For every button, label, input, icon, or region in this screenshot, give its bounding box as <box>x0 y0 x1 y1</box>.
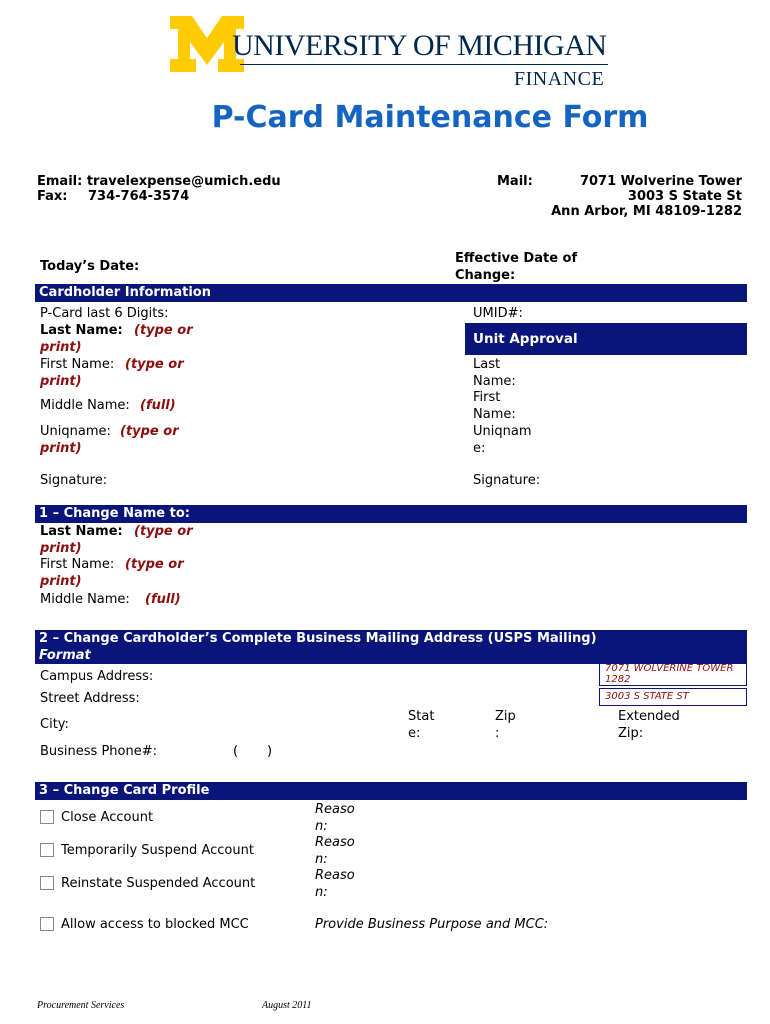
blocked-mcc-checkbox[interactable] <box>40 917 54 931</box>
street-address-example <box>599 688 747 706</box>
cardholder-signature-label: Signature: <box>40 473 108 488</box>
city-label: City: <box>40 717 69 732</box>
logo-rule <box>240 64 608 65</box>
type-or-print-hint: print) <box>40 574 82 589</box>
reinstate-account-label: Reinstate Suspended Account <box>61 876 256 891</box>
extended-zip-label: Zip: <box>618 726 644 741</box>
close-reason-field[interactable] <box>360 803 745 833</box>
effective-date-label-2: Change: <box>455 268 516 283</box>
umid-label: UMID#: <box>473 306 523 321</box>
pcard-digits-field[interactable] <box>210 303 460 321</box>
pcard-digits-label: P-Card last 6 Digits: <box>40 306 169 321</box>
approver-last-name-field[interactable] <box>530 358 745 386</box>
first-name-field[interactable] <box>210 356 460 388</box>
new-first-name-field[interactable] <box>210 556 745 588</box>
contact-email: Email: travelexpense@umich.edu <box>37 174 281 189</box>
logo-subtext: FINANCE <box>514 68 605 90</box>
footer-date: August 2011 <box>262 1000 312 1011</box>
umid-field[interactable] <box>530 303 745 321</box>
approver-signature-field[interactable] <box>550 468 745 490</box>
close-account-checkbox[interactable] <box>40 810 54 824</box>
campus-address-field[interactable] <box>170 665 595 685</box>
street-address-label: Street Address: <box>40 691 140 706</box>
state-label: Stat <box>408 709 435 724</box>
state-label: e: <box>408 726 421 741</box>
effective-date-label-1: Effective Date of <box>455 251 578 266</box>
approver-uniqname-label: Uniqnam <box>473 424 532 439</box>
campus-address-example <box>599 662 747 686</box>
street-example-line: 3003 S STATE ST <box>605 691 689 702</box>
footer-department: Procurement Services <box>37 1000 125 1011</box>
last-name-field[interactable] <box>210 322 460 354</box>
extended-zip-label: Extended <box>618 709 680 724</box>
type-or-print-hint: print) <box>40 441 82 456</box>
approver-first-name-field[interactable] <box>530 391 745 419</box>
phone-area-code: ( ) <box>233 744 273 759</box>
zip-label: : <box>495 726 500 741</box>
approver-uniqname-label: e: <box>473 441 486 456</box>
effective-date-field[interactable] <box>590 254 740 276</box>
close-account-label: Close Account <box>61 810 154 825</box>
type-or-print-hint: print) <box>40 340 82 355</box>
uniqname-label: Uniqname: <box>40 424 111 439</box>
campus-example-line-2: 1282 <box>605 674 631 685</box>
type-or-print-hint: print) <box>40 374 82 389</box>
todays-date-field[interactable] <box>150 254 420 276</box>
new-last-name-label: Last Name: <box>40 524 123 539</box>
reason-label: n: <box>315 852 328 867</box>
cardholder-section-bar: Cardholder Information <box>35 284 747 302</box>
business-purpose-field[interactable] <box>565 913 745 935</box>
extended-zip-field[interactable] <box>690 710 745 738</box>
type-or-print-hint: (type or <box>120 424 179 439</box>
zip-label: Zip <box>495 709 516 724</box>
approver-signature-label: Signature: <box>473 473 541 488</box>
business-phone-label: Business Phone#: <box>40 744 157 759</box>
suspend-reason-field[interactable] <box>360 836 745 866</box>
reinstate-reason-field[interactable] <box>360 869 745 899</box>
university-logo <box>170 14 610 90</box>
unit-approval-bar: Unit Approval <box>465 323 747 355</box>
type-or-print-hint: (type or <box>125 557 184 572</box>
reason-label: Reaso <box>315 802 355 817</box>
page-title: P-Card Maintenance Form <box>211 100 649 135</box>
full-hint: (full) <box>145 592 181 607</box>
type-or-print-hint: (type or <box>125 357 184 372</box>
fax-value: 734-764-3574 <box>88 189 190 204</box>
business-purpose-label: Provide Business Purpose and MCC: <box>315 917 549 932</box>
type-or-print-hint: print) <box>40 541 82 556</box>
full-hint: (full) <box>140 398 176 413</box>
change-address-section-bar <box>35 630 747 664</box>
uniqname-field[interactable] <box>210 423 460 455</box>
cardholder-signature-field[interactable] <box>120 468 460 490</box>
type-or-print-hint: (type or <box>134 323 193 338</box>
middle-name-field[interactable] <box>210 395 460 415</box>
change-name-section-bar: 1 – Change Name to: <box>35 505 747 523</box>
todays-date-label: Today’s Date: <box>40 259 140 274</box>
mail-label: Mail: <box>497 174 533 189</box>
first-name-label: First Name: <box>40 357 115 372</box>
change-address-title: 2 – Change Cardholder’s Complete Business Mailing Address (USPS Mailing) <box>39 631 597 646</box>
campus-example-line-1: 7071 WOLVERINE TOWER <box>605 663 734 674</box>
suspend-account-label: Temporarily Suspend Account <box>61 843 254 858</box>
mail-line-3: Ann Arbor, MI 48109-1282 <box>551 204 742 219</box>
approver-last-name-label: Last <box>473 357 501 372</box>
last-name-label: Last Name: <box>40 323 123 338</box>
city-field[interactable] <box>80 712 400 734</box>
reason-label: Reaso <box>315 835 355 850</box>
approver-first-name-label: Name: <box>473 407 516 422</box>
new-middle-name-label: Middle Name: <box>40 592 130 607</box>
business-phone-field[interactable] <box>232 740 532 760</box>
fax-label: Fax: <box>37 189 68 204</box>
mail-line-2: 3003 S State St <box>627 189 742 204</box>
street-address-field[interactable] <box>170 688 595 708</box>
new-middle-name-field[interactable] <box>210 589 745 609</box>
reason-label: Reaso <box>315 868 355 883</box>
type-or-print-hint: (type or <box>134 524 193 539</box>
approver-last-name-label: Name: <box>473 374 516 389</box>
blocked-mcc-label: Allow access to blocked MCC <box>61 917 249 932</box>
card-profile-section-bar: 3 – Change Card Profile <box>35 782 747 800</box>
state-field[interactable] <box>442 710 487 738</box>
suspend-account-checkbox[interactable] <box>40 843 54 857</box>
zip-field[interactable] <box>522 710 607 738</box>
mail-line-1: 7071 Wolverine Tower <box>579 174 742 189</box>
campus-address-label: Campus Address: <box>40 669 154 684</box>
logo-text: UNIVERSITY OF MICHIGAN <box>232 29 607 62</box>
new-first-name-label: First Name: <box>40 557 115 572</box>
reason-label: n: <box>315 885 328 900</box>
reinstate-account-checkbox[interactable] <box>40 876 54 890</box>
approver-first-name-label: First <box>473 390 501 405</box>
middle-name-label: Middle Name: <box>40 398 130 413</box>
approver-uniqname-field[interactable] <box>530 425 745 453</box>
change-address-format: Format <box>39 648 91 663</box>
new-last-name-field[interactable] <box>210 523 745 555</box>
reason-label: n: <box>315 819 328 834</box>
